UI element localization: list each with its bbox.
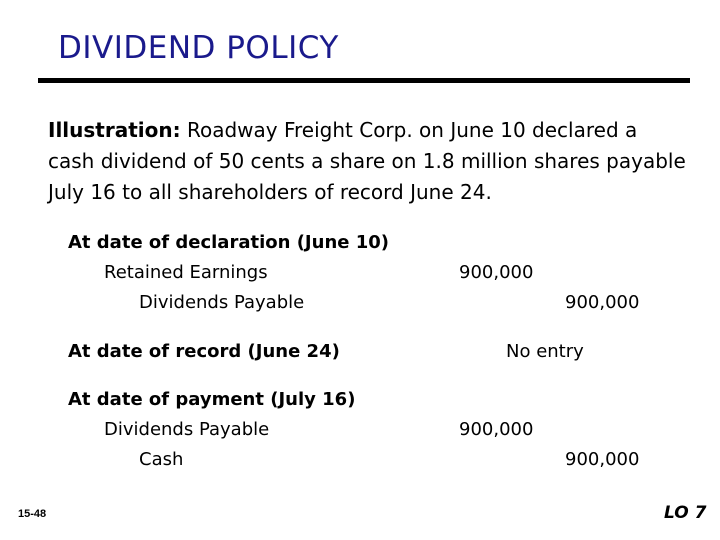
illustration-label: Illustration: bbox=[48, 118, 181, 142]
declaration-credit-amount: 900,000 bbox=[565, 292, 640, 313]
payment-credit-account: Cash bbox=[139, 449, 184, 470]
slide-number: 15-48 bbox=[18, 508, 47, 520]
declaration-debit-amount: 900,000 bbox=[459, 262, 534, 283]
illustration-text: Roadway Freight Corp. on June 10 declared a cash dividend of 50 cents a share on 1.8 million shares payable July 16 to all shareholders of record June 24. bbox=[48, 118, 686, 204]
declaration-credit-account: Dividends Payable bbox=[139, 292, 305, 313]
record-note: No entry bbox=[506, 341, 584, 362]
title-divider bbox=[38, 78, 690, 83]
record-heading: At date of record (June 24) bbox=[68, 341, 340, 362]
learning-objective: LO 7 bbox=[664, 503, 707, 523]
payment-heading: At date of payment (July 16) bbox=[68, 389, 356, 410]
payment-debit-account: Dividends Payable bbox=[104, 419, 270, 440]
slide-title: DIVIDEND POLICY bbox=[58, 30, 339, 66]
payment-debit-amount: 900,000 bbox=[459, 419, 534, 440]
illustration-paragraph bbox=[48, 115, 688, 208]
payment-credit-amount: 900,000 bbox=[565, 449, 640, 470]
declaration-debit-account: Retained Earnings bbox=[104, 262, 268, 283]
declaration-heading: At date of declaration (June 10) bbox=[68, 232, 390, 253]
